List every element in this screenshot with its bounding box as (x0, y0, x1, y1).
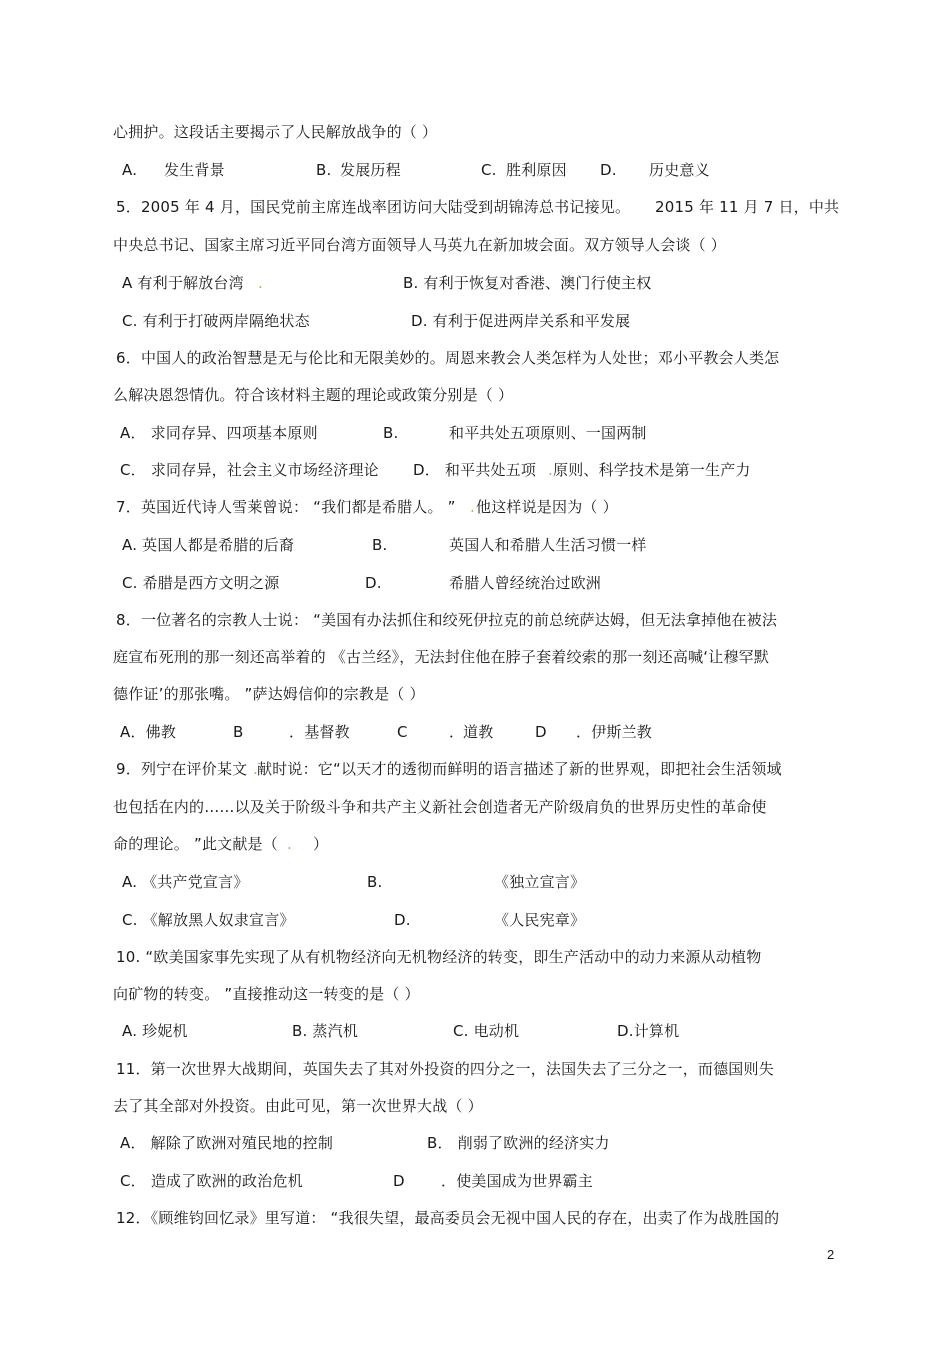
text-segment: 12．《顾维钧回忆录》里写道： “我很失望，最高委员会无视中国人民的存在，出卖了作为战胜国的 (116, 1209, 780, 1227)
text-segment: C． 求同存异，社会主义市场经济理论 (120, 461, 379, 479)
emphasis-dot: . (287, 835, 292, 853)
text-segment: D. 有利于促进两岸关系和平发展 (411, 312, 631, 330)
text-segment: 发生背景 (164, 161, 225, 179)
text-segment: A 有利于解放台湾 (122, 274, 244, 292)
text-segment: 英国人和希腊人生活习惯一样 (449, 536, 647, 554)
text-segment: C． 造成了欧洲的政治危机 (120, 1172, 303, 1190)
text-segment: 6．中国人的政治智慧是无与伦比和无限美妙的。周恩来教会人类怎样为人处世；邓小平教会人类怎 (116, 349, 780, 367)
text-segment: 心拥护。这段话主要揭示了人民解放战争的（ ） (113, 123, 438, 141)
text-segment: D (535, 723, 547, 741)
text-segment: 希腊人曾经统治过欧洲 (449, 574, 602, 592)
text-segment: B. 蒸汽机 (292, 1022, 359, 1040)
text-segment: 2015 年 11 月 7 日，中共 (655, 198, 840, 216)
text-segment: C. 《解放黑人奴隶宣言》 (122, 911, 295, 929)
text-segment: D． 和平共处五项 (413, 461, 537, 479)
text-segment: 道教 (463, 723, 494, 741)
text-segment: B. (367, 873, 383, 891)
text-segment: A. 英国人都是希腊的后裔 (122, 536, 295, 554)
text-segment: 也包括在内的……以及关于阶级斗争和共产主义新社会创造者无产阶级肩负的世界历史性的革命使 (113, 798, 767, 816)
text-segment: 庭宣布死刑的那一刻还高举着的 《古兰经》，无法封住他在脖子套着绞索的那一刻还高喊‘让穆罕默 (113, 648, 770, 666)
text-segment: D.计算机 (617, 1022, 680, 1040)
text-segment: ） (313, 835, 329, 853)
text-segment: ． (449, 723, 465, 741)
text-segment: ．伊斯兰教 (576, 723, 653, 741)
text-segment: ．使美国成为世界霸主 (441, 1172, 594, 1190)
text-segment: D (393, 1172, 405, 1190)
text-segment: A. 《共产党宣言》 (122, 873, 249, 891)
text-segment: 历史意义 (649, 161, 710, 179)
emphasis-dot: . (258, 274, 263, 292)
text-segment: A. 珍妮机 (122, 1022, 188, 1040)
text-segment: 9．列宁在评价某文 (116, 760, 248, 778)
text-segment: 胜利原因 (506, 161, 567, 179)
text-segment: C. 希腊是西方文明之源 (122, 574, 280, 592)
text-segment: C. (481, 161, 497, 179)
emphasis-dot: . (548, 461, 553, 479)
text-segment: B. 有利于恢复对香港、澳门行使主权 (403, 274, 652, 292)
text-segment: B (233, 723, 244, 741)
page-number: 2 (827, 1247, 835, 1262)
text-segment: 中央总书记、国家主席习近平同台湾方面领导人马英九在新加坡会面。双方领导人会谈（ ） (113, 236, 726, 254)
text-segment: C. 电动机 (453, 1022, 520, 1040)
text-segment: 德作证’的那张嘴。 ”萨达姆信仰的宗教是（ ） (113, 685, 425, 703)
text-segment: 8．一位著名的宗教人士说： “美国有办法抓住和绞死伊拉克的前总统萨达姆，但无法拿掉他在被法 (116, 611, 778, 629)
text-segment: 献时说：它“以天才的透彻而鲜明的语言描述了新的世界观，即把社会生活领域 (257, 760, 782, 778)
text-segment: 命的理论。 ”此文献是（ (113, 835, 278, 853)
text-segment: B. (316, 161, 332, 179)
text-segment: D. (600, 161, 617, 179)
text-segment: 他这样说是因为（ ） (476, 498, 618, 516)
text-segment: 10. “欧美国家事先实现了从有机物经济向无机物经济的转变，即生产活动中的动力来源从动植物 (116, 948, 762, 966)
text-segment: A．佛教 (120, 723, 177, 741)
text-segment: 发展历程 (340, 161, 401, 179)
text-segment: 原则、科学技术是第一生产力 (553, 461, 751, 479)
text-segment: 11．第一次世界大战期间，英国失去了其对外投资的四分之一，法国失去了三分之一，而德国则失 (116, 1060, 774, 1078)
text-segment: 向矿物的转变。 ”直接推动这一转变的是（ ） (113, 985, 420, 1003)
emphasis-dot: . (470, 498, 475, 516)
text-segment: 么解决恩怨情仇。符合该材料主题的理论或政策分别是（ ） (113, 386, 514, 404)
text-segment: A. (122, 161, 138, 179)
text-segment: B． 削弱了欧洲的经济实力 (427, 1134, 610, 1152)
text-segment: D. (365, 574, 382, 592)
text-segment: D. (394, 911, 411, 929)
text-segment: C. 有利于打破两岸隔绝状态 (122, 312, 310, 330)
text-segment: 去了其全部对外投资。由此可见，第一次世界大战（ ） (113, 1097, 483, 1115)
text-segment: B. (383, 424, 399, 442)
text-segment: A． 解除了欧洲对殖民地的控制 (120, 1134, 334, 1152)
text-segment: 《人民宪章》 (494, 911, 586, 929)
text-segment: A． 求同存异、四项基本原则 (120, 424, 318, 442)
text-segment: 和平共处五项原则、一国两制 (449, 424, 647, 442)
text-segment: 5．2005 年 4 月，国民党前主席连战率团访问大陆受到胡锦涛总书记接见。 (116, 198, 631, 216)
text-segment: 7．英国近代诗人雪莱曾说： “我们都是希腊人。 ” (116, 498, 456, 516)
text-segment: C (397, 723, 408, 741)
text-segment: ．基督教 (289, 723, 350, 741)
text-segment: B. (372, 536, 388, 554)
text-segment: 《独立宣言》 (494, 873, 586, 891)
emphasis-dot: . (253, 760, 258, 778)
